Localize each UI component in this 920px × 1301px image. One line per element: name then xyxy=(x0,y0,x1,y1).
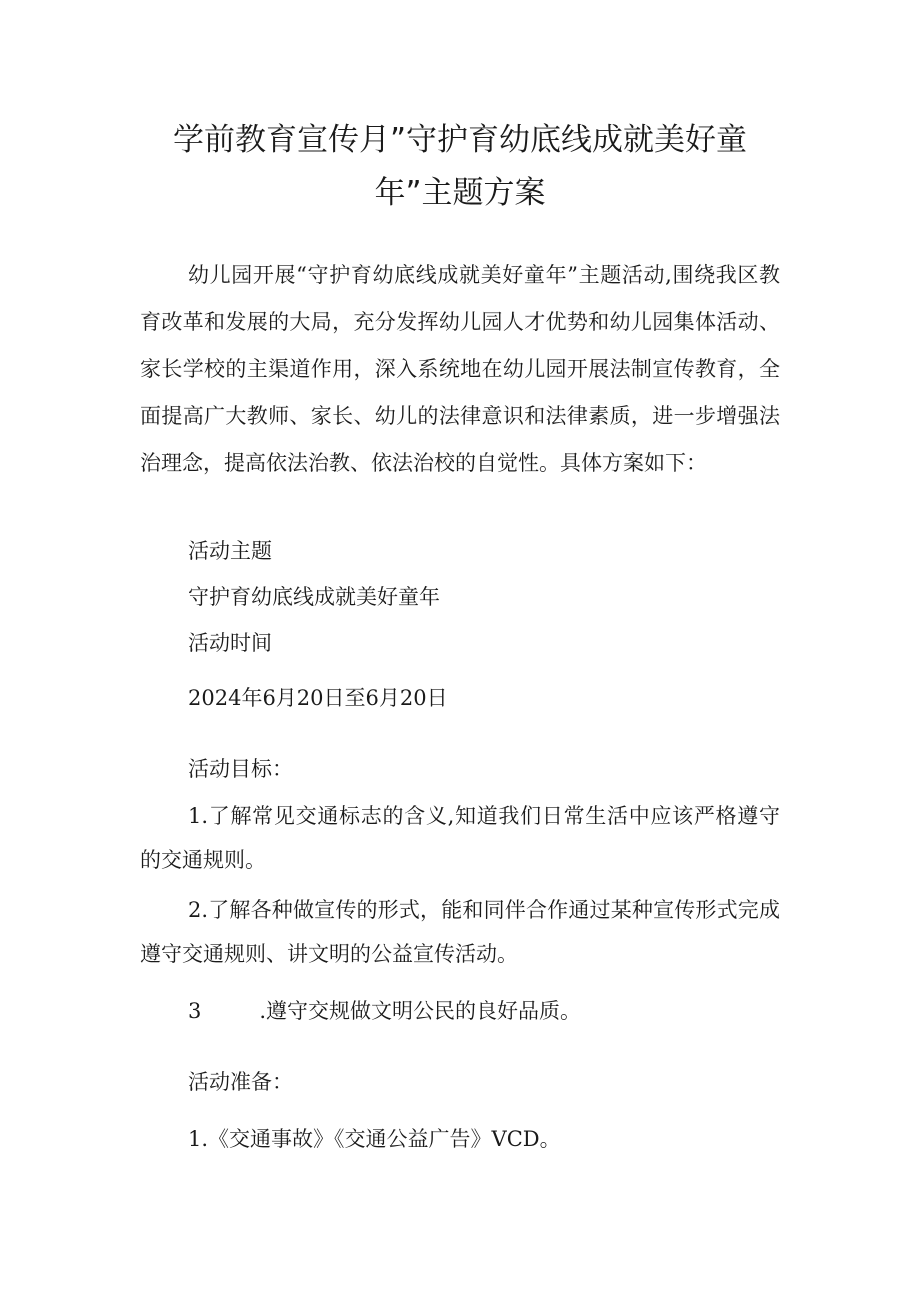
goal-3-text: .遵守交规做文明公民的良好品质。 xyxy=(259,999,582,1023)
goal-item-2: 2.了解各种做宣传的形式，能和同伴合作通过某种宣传形式完成遵守交通规则、讲文明的公益宣传活动。 xyxy=(140,898,780,966)
goal-item-1: 1.了解常见交通标志的含义,知道我们日常生活中应该严格遵守的交通规则。 xyxy=(140,804,780,872)
theme-value: 守护育幼底线成就美好童年 xyxy=(188,585,440,609)
goal-3-number: 3 xyxy=(188,999,202,1023)
goals-heading: 活动目标： xyxy=(188,757,293,781)
theme-heading: 活动主题 xyxy=(188,539,272,563)
intro-paragraph: 幼儿园开展“守护育幼底线成就美好童年”主题活动,围绕我区教育改革和发展的大局，充分发挥幼儿园人才优势和幼儿园集体活动、家长学校的主渠道作用，深入系统地在幼儿园开展法制宣传教育，全面提高广大教师、家长、幼儿的法律意识和法律素质，进一步增强法治理念，提高依法治教、依法治校的自觉性。具体方案如下： xyxy=(140,263,780,475)
document-title-line-2: 年”主题方案 xyxy=(374,175,546,211)
document-title-line-1: 学前教育宣传月”守护育幼底线成就美好童 xyxy=(172,122,748,158)
time-value: 2024年6月20日至6月20日 xyxy=(188,686,448,710)
prep-heading: 活动准备： xyxy=(188,1070,293,1094)
prep-item-1: 1.《交通事故》《交通公益广告》VCD。 xyxy=(188,1127,561,1151)
time-heading: 活动时间 xyxy=(188,631,272,655)
goal-item-3 xyxy=(188,996,581,1026)
